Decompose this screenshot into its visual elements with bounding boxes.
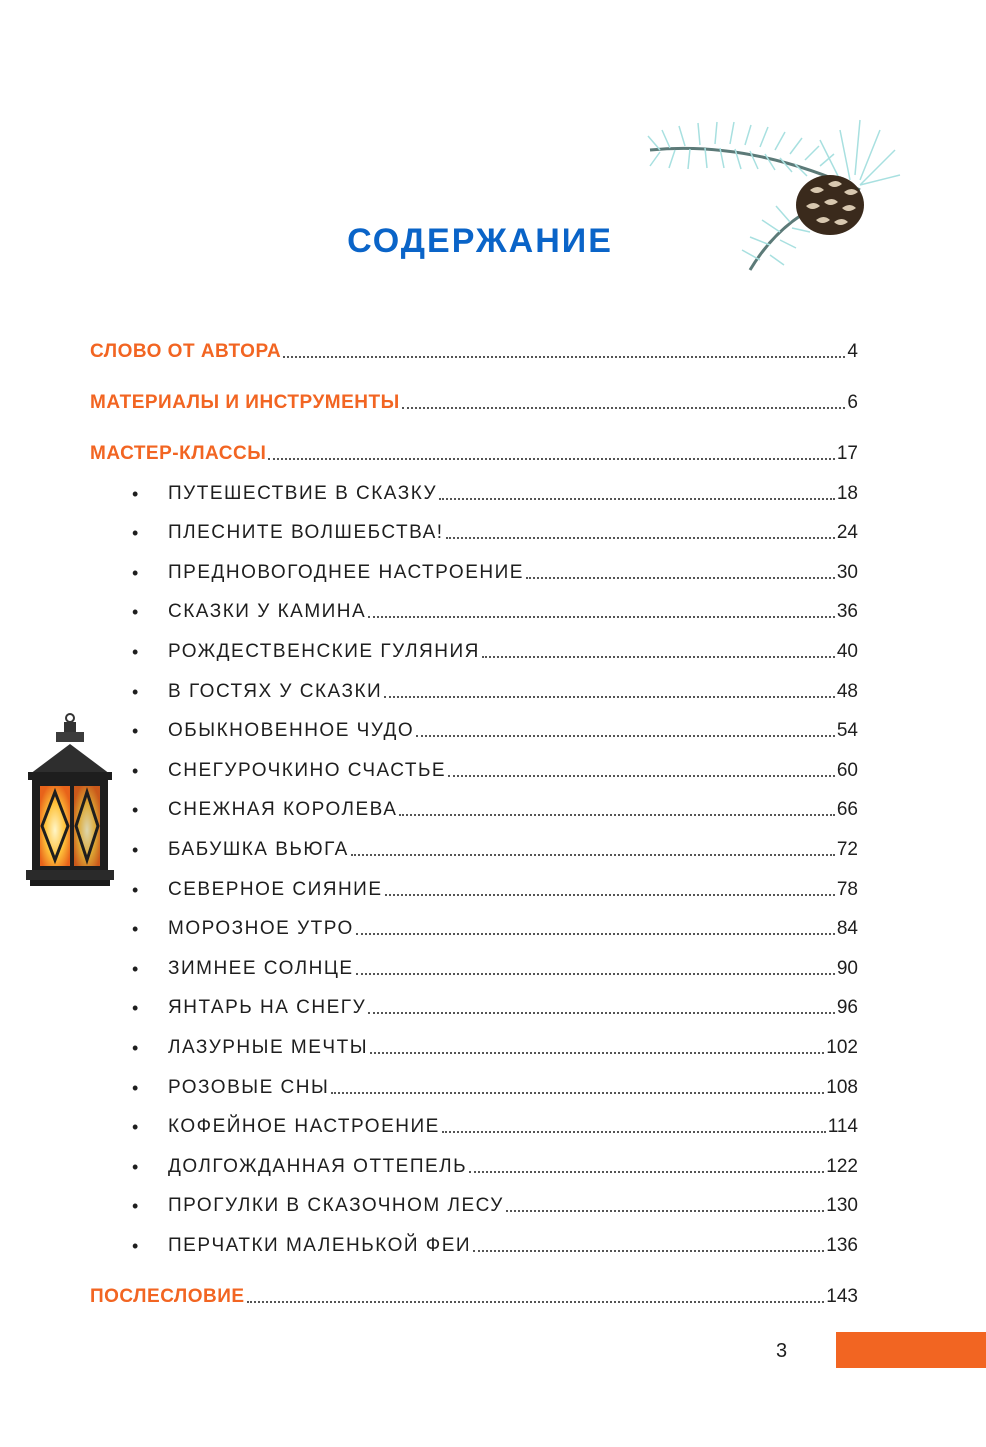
dot-leader <box>402 407 846 409</box>
bullet-icon: • <box>132 998 139 1019</box>
toc-entry-page: 60 <box>836 759 858 781</box>
bullet-icon: • <box>132 523 139 544</box>
dot-leader <box>356 973 835 975</box>
bullet-icon: • <box>132 879 139 900</box>
toc-entry-page: 18 <box>836 482 858 504</box>
toc-entry[interactable] <box>90 363 858 414</box>
dot-leader <box>399 814 834 816</box>
toc-entry[interactable] <box>90 1059 858 1099</box>
toc-entry[interactable] <box>90 663 858 703</box>
toc-entry[interactable] <box>90 1178 858 1218</box>
bullet-icon: • <box>132 641 139 662</box>
bullet-icon: • <box>132 760 139 781</box>
dot-leader <box>351 854 835 856</box>
dot-leader <box>448 775 835 777</box>
toc-entry-label: СНЕЖНАЯ КОРОЛЕВА <box>168 799 398 821</box>
table-of-contents <box>90 312 858 1308</box>
toc-entry-label: ЯНТАРЬ НА СНЕГУ <box>168 997 367 1019</box>
toc-entry-page: 48 <box>836 680 858 702</box>
bullet-icon: • <box>132 1235 139 1256</box>
dot-leader <box>469 1171 824 1173</box>
toc-entry-label: В ГОСТЯХ У СКАЗКИ <box>168 680 383 702</box>
toc-entry-label: ДОЛГОЖДАННАЯ ОТТЕПЕЛЬ <box>168 1155 468 1177</box>
toc-entry-page: 122 <box>826 1155 858 1177</box>
toc-entry-page: 108 <box>826 1076 858 1098</box>
toc-entry-label: РОЗОВЫЕ СНЫ <box>168 1076 330 1098</box>
toc-entry-label: ПЛЕСНИТЕ ВОЛШЕБСТВА! <box>168 522 444 544</box>
toc-entry[interactable] <box>90 940 858 980</box>
toc-entry[interactable] <box>90 312 858 363</box>
dot-leader <box>384 696 835 698</box>
page-number: 3 <box>776 1340 788 1362</box>
dot-leader <box>439 498 835 500</box>
toc-entry-label: СЛОВО ОТ АВТОРА <box>90 341 282 362</box>
toc-entry-label: ПУТЕШЕСТВИЕ В СКАЗКУ <box>168 482 438 504</box>
bullet-icon: • <box>132 483 139 504</box>
toc-entry[interactable] <box>90 861 858 901</box>
toc-entry-page: 130 <box>826 1195 858 1217</box>
toc-entry[interactable] <box>90 584 858 624</box>
toc-entry-page: 6 <box>847 392 858 413</box>
toc-entry-page: 24 <box>836 522 858 544</box>
toc-entry-page: 40 <box>836 640 858 662</box>
bullet-icon: • <box>132 1037 139 1058</box>
toc-entry[interactable] <box>90 414 858 465</box>
toc-entry-label: БАБУШКА ВЬЮГА <box>168 838 349 860</box>
toc-entry-label: МАТЕРИАЛЫ И ИНСТРУМЕНТЫ <box>90 392 400 413</box>
toc-entry-label: ПРОГУЛКИ В СКАЗОЧНОМ ЛЕСУ <box>168 1195 504 1217</box>
bullet-icon: • <box>132 562 139 583</box>
bullet-icon: • <box>132 1196 139 1217</box>
toc-entry-label: МОРОЗНОЕ УТРО <box>168 918 354 940</box>
bullet-icon: • <box>132 602 139 623</box>
toc-entry-page: 143 <box>826 1285 858 1307</box>
dot-leader <box>370 1052 824 1054</box>
bullet-icon: • <box>132 800 139 821</box>
toc-entry-page: 17 <box>836 443 858 464</box>
toc-entry-label: ОБЫКНОВЕННОЕ ЧУДО <box>168 720 415 742</box>
toc-entry-label: СНЕГУРОЧКИНО СЧАСТЬЕ <box>168 759 447 781</box>
toc-entry[interactable] <box>90 1257 858 1308</box>
toc-entry-page: 96 <box>836 997 858 1019</box>
dot-leader <box>368 1012 835 1014</box>
dot-leader <box>368 616 835 618</box>
toc-entry[interactable] <box>90 782 858 822</box>
dot-leader <box>416 735 835 737</box>
toc-entry[interactable] <box>90 544 858 584</box>
toc-entry-label: МАСТЕР-КЛАССЫ <box>90 443 267 464</box>
toc-entry-label: ПОСЛЕСЛОВИЕ <box>90 1285 245 1307</box>
toc-entry-page: 136 <box>826 1234 858 1256</box>
toc-entry[interactable] <box>90 1138 858 1178</box>
toc-entry-page: 30 <box>836 561 858 583</box>
dot-leader <box>268 458 835 460</box>
toc-entry[interactable] <box>90 1019 858 1059</box>
dot-leader <box>526 577 835 579</box>
toc-entry[interactable] <box>90 465 858 505</box>
bullet-icon: • <box>132 721 139 742</box>
dot-leader <box>385 894 835 896</box>
toc-entry-label: РОЖДЕСТВЕНСКИЕ ГУЛЯНИЯ <box>168 640 480 662</box>
toc-entry[interactable] <box>90 623 858 663</box>
toc-entry-page: 36 <box>836 601 858 623</box>
toc-entry-label: ЗИМНЕЕ СОЛНЦЕ <box>168 957 354 979</box>
toc-entry[interactable] <box>90 703 858 743</box>
toc-entry-page: 4 <box>847 341 858 362</box>
dot-leader <box>356 933 835 935</box>
dot-leader <box>473 1250 824 1252</box>
toc-entry-page: 114 <box>827 1116 858 1138</box>
bullet-icon: • <box>132 839 139 860</box>
toc-entry-page: 84 <box>836 918 858 940</box>
toc-entry-label: КОФЕЙНОЕ НАСТРОЕНИЕ <box>168 1116 440 1138</box>
toc-entry[interactable] <box>90 1099 858 1139</box>
dot-leader <box>331 1092 824 1094</box>
toc-entry[interactable] <box>90 505 858 545</box>
bullet-icon: • <box>132 681 139 702</box>
toc-entry-label: СЕВЕРНОЕ СИЯНИЕ <box>168 878 383 900</box>
bullet-icon: • <box>132 1077 139 1098</box>
toc-entry-label: ЛАЗУРНЫЕ МЕЧТЫ <box>168 1036 369 1058</box>
toc-entry[interactable] <box>90 980 858 1020</box>
dot-leader <box>247 1301 825 1303</box>
bullet-icon: • <box>132 1156 139 1177</box>
dot-leader <box>442 1131 826 1133</box>
dot-leader <box>482 656 835 658</box>
toc-entry[interactable] <box>90 901 858 941</box>
bullet-icon: • <box>132 919 139 940</box>
toc-entry-page: 54 <box>836 720 858 742</box>
page-tab-accent <box>836 1332 986 1368</box>
bullet-icon: • <box>132 958 139 979</box>
toc-entry-page: 90 <box>836 957 858 979</box>
toc-entry-page: 72 <box>836 838 858 860</box>
toc-entry[interactable] <box>90 742 858 782</box>
toc-entry-label: ПЕРЧАТКИ МАЛЕНЬКОЙ ФЕИ <box>168 1234 472 1256</box>
page-title: СОДЕРЖАНИЕ <box>347 222 613 260</box>
toc-entry-label: ПРЕДНОВОГОДНЕЕ НАСТРОЕНИЕ <box>168 561 524 583</box>
toc-entry[interactable] <box>90 821 858 861</box>
toc-entry-page: 66 <box>836 799 858 821</box>
dot-leader <box>506 1210 825 1212</box>
bullet-icon: • <box>132 1117 139 1138</box>
dot-leader <box>283 356 845 358</box>
toc-entry-page: 102 <box>826 1036 858 1058</box>
toc-entry-page: 78 <box>836 878 858 900</box>
dot-leader <box>446 537 835 539</box>
toc-entry-label: СКАЗКИ У КАМИНА <box>168 601 367 623</box>
toc-entry[interactable] <box>90 1217 858 1257</box>
